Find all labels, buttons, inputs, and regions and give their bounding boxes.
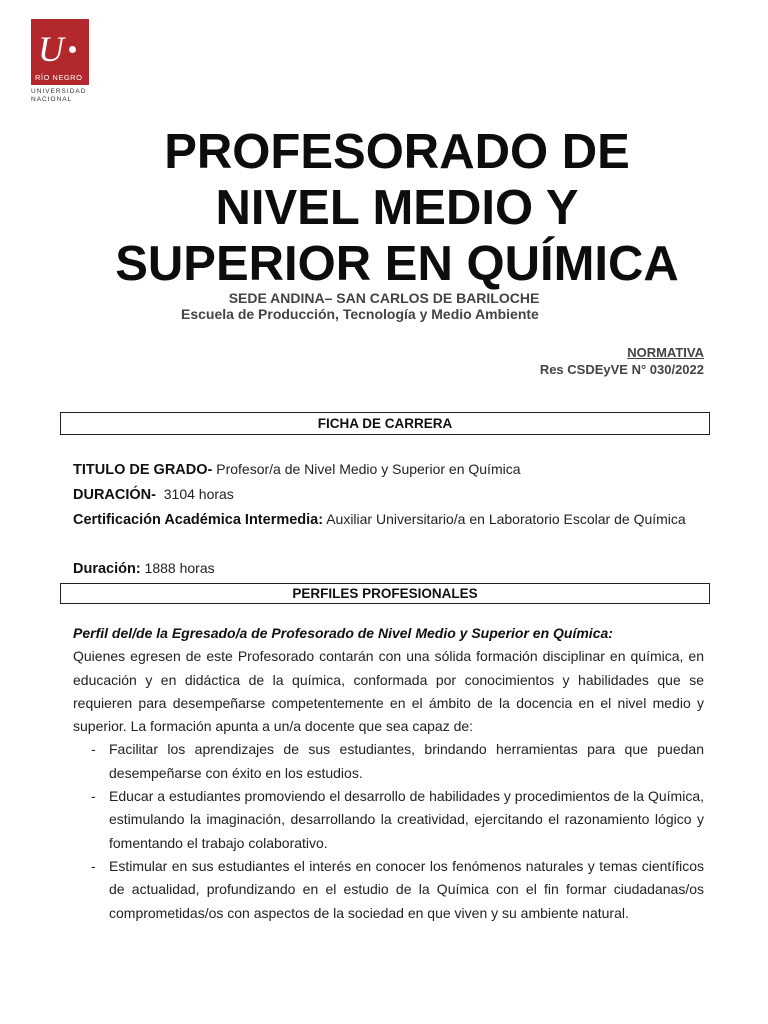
duracion-label: DURACIÓN-	[73, 487, 156, 503]
perfil-heading: Perfil del/de la Egresado/a de Profesorado de Nivel Medio y Superior en Química:	[73, 625, 613, 641]
bullet-dash: -	[91, 741, 96, 758]
normativa-label: NORMATIVA	[627, 345, 704, 360]
bullet-dash: -	[91, 857, 96, 874]
logo-line-universidad: UNIVERSIDAD	[31, 88, 87, 95]
titulo-label: TITULO DE GRADO-	[73, 462, 213, 478]
list-item	[73, 785, 704, 855]
perfil-section	[73, 622, 704, 925]
certificacion-row	[73, 507, 704, 532]
duracion-row	[73, 482, 704, 507]
sede-subtitle: SEDE ANDINA– SAN CARLOS DE BARILOCHE	[228, 290, 540, 306]
ficha-header: FICHA DE CARRERA	[60, 412, 710, 435]
logo-rio-negro: RÍO NEGRO	[35, 73, 83, 82]
resolution-number: Res CSDEyVE N° 030/2022	[539, 362, 704, 377]
bullet-dash: -	[91, 788, 96, 805]
bullet-text: Facilitar los aprendizajes de sus estudiantes, brindando herramientas para que puedan desempeñarse con éxito en los estudios.	[109, 741, 704, 781]
certificacion-label: Certificación Académica Intermedia:	[73, 512, 324, 528]
university-logo	[31, 19, 89, 104]
title-line-3: SUPERIOR EN QUÍMICA	[115, 237, 679, 291]
titulo-row	[73, 457, 704, 482]
title-line-1: PROFESORADO DE	[164, 125, 630, 179]
duracion-value: 3104 horas	[155, 486, 234, 502]
bullet-text: Estimular en sus estudiantes el interés en conocer los fenómenos naturales y temas científicos de actualidad, profundizando en el estudio de la Química con el fin formar ciudadanas/os comprometidas/os con aspectos de la sociedad en que viven y su ambiente natural.	[109, 857, 704, 921]
escuela-subtitle: Escuela de Producción, Tecnología y Medio Ambiente	[181, 306, 539, 322]
perfil-intro: Quienes egresen de este Profesorado contarán con una sólida formación disciplinar en química, en educación y en didáctica de la química, conformada por conocimientos y habilidades que se requieren para desempeñarse competentemente en el ámbito de la docencia en el nivel medio y superior. La formación apunta a un/a docente que sea capaz de:	[73, 648, 704, 735]
bullet-text: Educar a estudiantes promoviendo el desarrollo de habilidades y procedimientos de la Química, estimulando la imaginación, desarrollando la creatividad, ejercitando el razonamiento lógico y fomentando el trabajo colaborativo.	[109, 788, 704, 851]
title-line-2: NIVEL MEDIO Y	[215, 181, 579, 235]
logo-letter: U	[38, 29, 64, 69]
logo-subtitle	[31, 88, 89, 104]
certificacion-value: Auxiliar Universitario/a en Laboratorio Escolar de Química	[323, 511, 686, 527]
logo-dot-icon	[69, 46, 76, 53]
duracion-intermedia-value: 1888 horas	[140, 560, 215, 576]
duracion-intermedia-row	[73, 556, 704, 581]
perfiles-header: PERFILES PROFESIONALES	[60, 583, 710, 604]
logo-mark	[31, 19, 89, 85]
list-item	[73, 738, 704, 785]
page-title	[40, 124, 754, 292]
titulo-value: Profesor/a de Nivel Medio y Superior en Química	[212, 461, 521, 477]
duracion-intermedia-label: Duración:	[73, 561, 141, 577]
list-item	[73, 855, 704, 925]
logo-line-nacional: NACIONAL	[31, 96, 73, 103]
perfil-bullet-list	[73, 738, 704, 924]
